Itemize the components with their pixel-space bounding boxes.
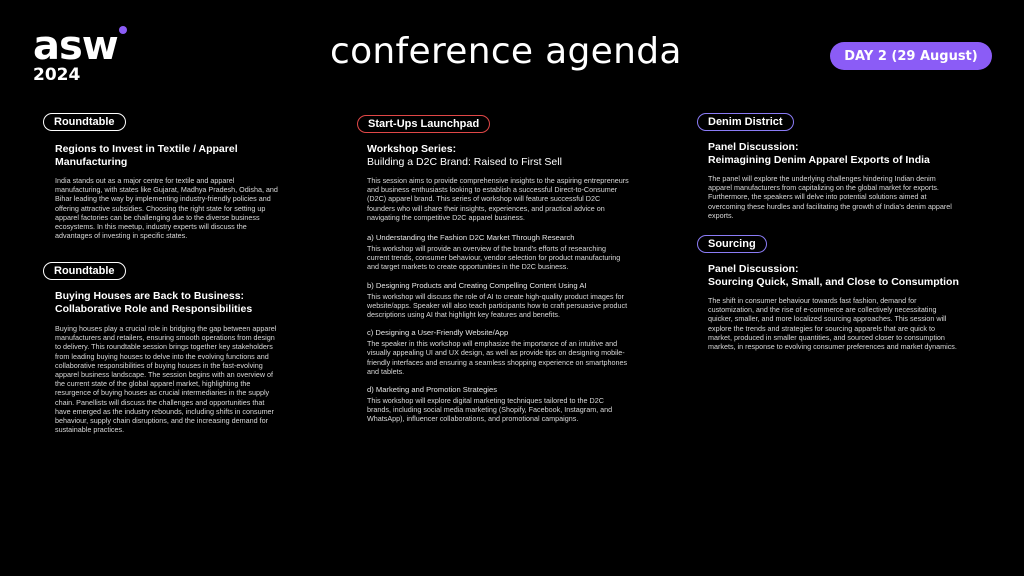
workshop-heading: c) Designing a User-Friendly Website/App xyxy=(367,328,509,338)
session-title: Buying Houses are Back to Business: Collaborative Role and Responsibilities xyxy=(55,290,253,315)
session-block xyxy=(43,261,280,434)
session-subtitle: Sourcing Quick, Small, and Close to Consumption xyxy=(708,276,959,288)
session-subtitle: Reimagining Denim Apparel Exports of India xyxy=(708,154,930,166)
session-block xyxy=(697,112,959,220)
session-title: Panel Discussion: xyxy=(708,263,799,275)
session-subtitle: Building a D2C Brand: Raised to First Sell xyxy=(367,156,562,168)
workshop-description: This workshop will discuss the role of AI to create high-quality product images for website/apps. Speaker will also teach participants how to craft persuasive product descriptions using AI that highlight key features and benefits. xyxy=(367,291,628,320)
day-badge: DAY 2 (29 August) xyxy=(830,42,992,70)
session-tag: Sourcing xyxy=(697,235,767,253)
session-description: India stands out as a major centre for textile and apparel manufacturing, with states like Gujarat, Madhya Pradesh, Odisha, and Bihar leading the way by implementing industry-friendly policies and offering attractive subsidies. Choosing the right state for setting up apparel factories can be challenging due to the diverse business ecosystems. In this meetup, industry experts will discuss the advantages of investing in specific states. xyxy=(55,176,278,241)
logo-year: 2024 xyxy=(33,65,81,85)
agenda-column-2 xyxy=(357,112,629,424)
session-tag: Denim District xyxy=(697,113,794,131)
session-title: Regions to Invest in Textile / Apparel Manufacturing xyxy=(55,143,238,168)
session-block xyxy=(43,112,280,240)
session-description: The shift in consumer behaviour towards fast fashion, demand for customization, and the rise of e-commerce are collectively necessitating quicker, smaller, and more localized sourcing approaches. This session will explore the trends and strategies for sourcing apparels that are quick to market, produced in smaller quantities, and sourced closer to consumption markets, in response to evolving consumer preferences and market dynamics. xyxy=(708,296,957,352)
session-block xyxy=(697,234,959,351)
logo-dot-icon xyxy=(119,26,127,34)
workshop-heading: b) Designing Products and Creating Compelling Content Using AI xyxy=(367,280,587,290)
workshop-description: The speaker in this workshop will emphasize the importance of an intuitive and visually appealing UI and UX design, as well as provide tips on designing mobile-friendly interfaces and ensuring a seamless shopping experience on smartphones and tablets. xyxy=(367,339,628,376)
workshop-heading: d) Marketing and Promotion Strategies xyxy=(367,385,498,395)
agenda-column-3 xyxy=(697,112,959,352)
session-tag: Roundtable xyxy=(43,113,126,131)
agenda-column-1 xyxy=(43,112,280,435)
session-tag: Start-Ups Launchpad xyxy=(357,115,490,133)
page-title: conference agenda xyxy=(330,31,682,72)
brand-logo xyxy=(33,23,118,85)
session-title: Workshop Series: xyxy=(367,143,457,155)
session-description: This session aims to provide comprehensive insights to the aspiring entrepreneurs and business enthusiasts looking to establish a successful Direct-to-Consumer (D2C) apparel brand. This series of workshop will feature successful D2C founders who will share their insights, experiences, and practical advice on navigating the competitive D2C apparel business. xyxy=(367,176,629,222)
workshop-description: This workshop will provide an overview of the brand's efforts of researching current trends, consumer behaviour, vendor selection for product manufacturing and target markets to create opportunities in the D2C business. xyxy=(367,244,621,272)
session-description: The panel will explore the underlying challenges hindering Indian denim apparel manufacturers from capitalizing on the global market for exports. Furthermore, the speakers will delve into potential solutions aimed at overcoming these hurdles and facilitating the growth of India's denim apparel exports. xyxy=(708,174,952,220)
workshop-description: This workshop will explore digital marketing techniques tailored to the D2C brands, including social media marketing (Shopify, Facebook, Instagram, and WhatsApp), influencer collaborations, and promotional campaigns. xyxy=(367,396,613,424)
logo-wordmark: asw xyxy=(33,23,118,69)
session-description: Buying houses play a crucial role in bridging the gap between apparel manufacturers and retailers, ensuring smooth operations from design to delivery. This roundtable session brings together key stakeholders from leading buying houses to delve into the evolving functions and collaborative responsibilities of buying houses in the fast-evolving apparel business landscape. The session begins with an overview of the current state of the global apparel market, highlighting the resurgence of buying houses as crucial intermediaries in the supply chain. Panellists will discuss the challenges and opportunities that have emerged as the industry rebounds, including shifts in consumer behaviour, supply chain disruptions, and the increasing demand for sustainable practices. xyxy=(55,324,277,435)
session-tag: Roundtable xyxy=(43,262,126,280)
workshop-heading: a) Understanding the Fashion D2C Market Through Research xyxy=(367,233,575,243)
session-title: Panel Discussion: xyxy=(708,141,799,153)
